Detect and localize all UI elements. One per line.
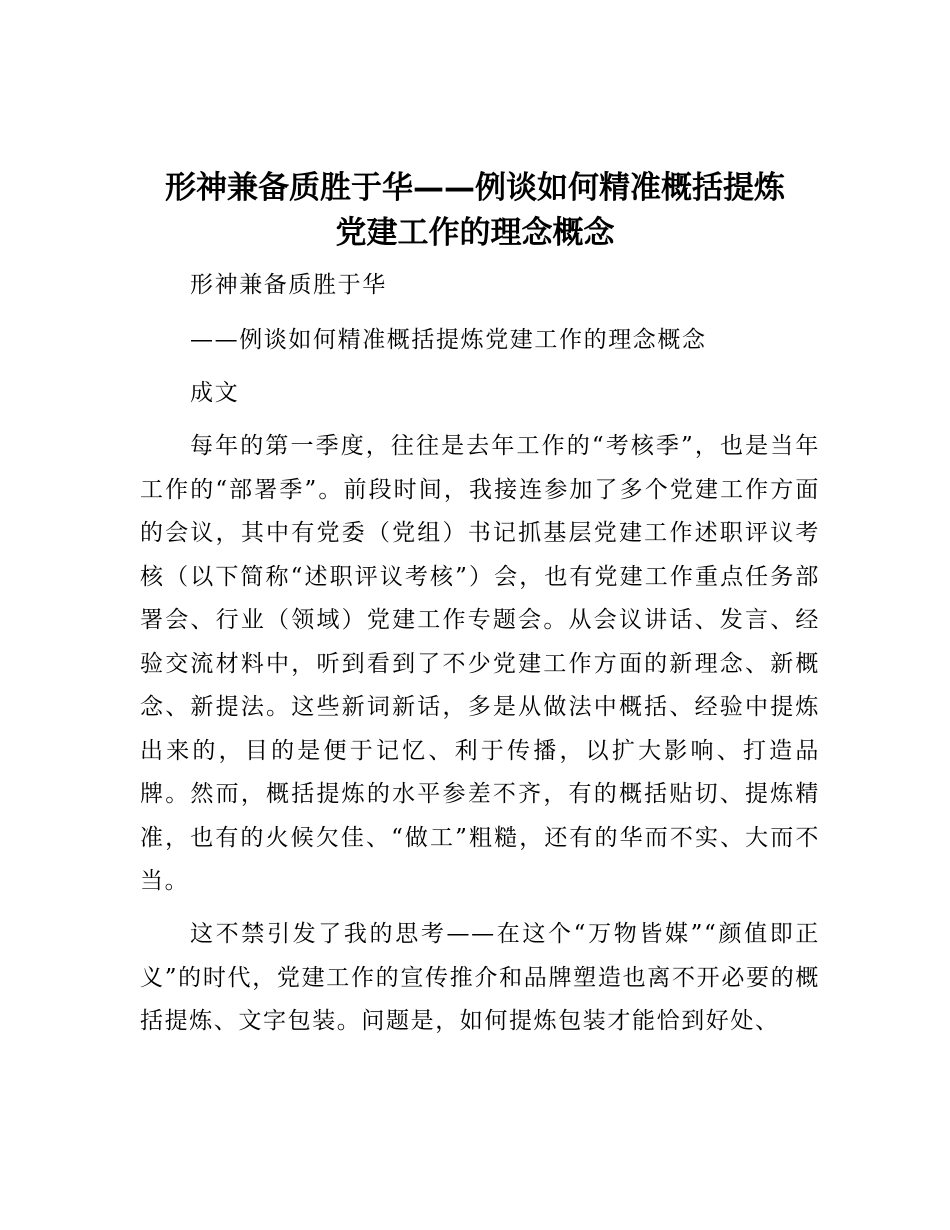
article-author: 成文 bbox=[190, 380, 240, 406]
document-title-line-1: 形神兼备质胜于华——例谈如何精准概括提炼 bbox=[165, 170, 785, 206]
body-paragraph-2: 这不禁引发了我的思考——在这个“万物皆媒”“颜值即正义”的时代，党建工作的宣传推介和品牌塑造也离不开必要的概括提炼、文字包装。问题是，如何提炼包装才能恰到好处、 bbox=[140, 921, 820, 1034]
body-paragraph-1: 每年的第一季度，往往是去年工作的“考核季”，也是当年工作的“部署季”。前段时间，我接连参加了多个党建工作方面的会议，其中有党委（党组）书记抓基层党建工作述职评议考核（以下简称“述职评议考核”）会，也有党建工作重点任务部署会、行业（领域）党建工作专题会。从会议讲话、发言、经验交流材料中，听到看到了不少党建工作方面的新理念、新概念、新提法。这些新词新话，多是从做法中概括、经验中提炼出来的，目的是便于记忆、利于传播，以扩大影响、打造品牌。然而，概括提炼的水平参差不齐，有的概括贴切、提炼精准，也有的火候欠佳、“做工”粗糙，还有的华而不实、大而不当。 bbox=[140, 433, 820, 894]
article-subtitle-sub: ——例谈如何精准概括提炼党建工作的理念概念 bbox=[190, 327, 707, 353]
article-subtitle-main: 形神兼备质胜于华 bbox=[190, 272, 387, 298]
document-title-line-2: 党建工作的理念概念 bbox=[335, 215, 615, 251]
